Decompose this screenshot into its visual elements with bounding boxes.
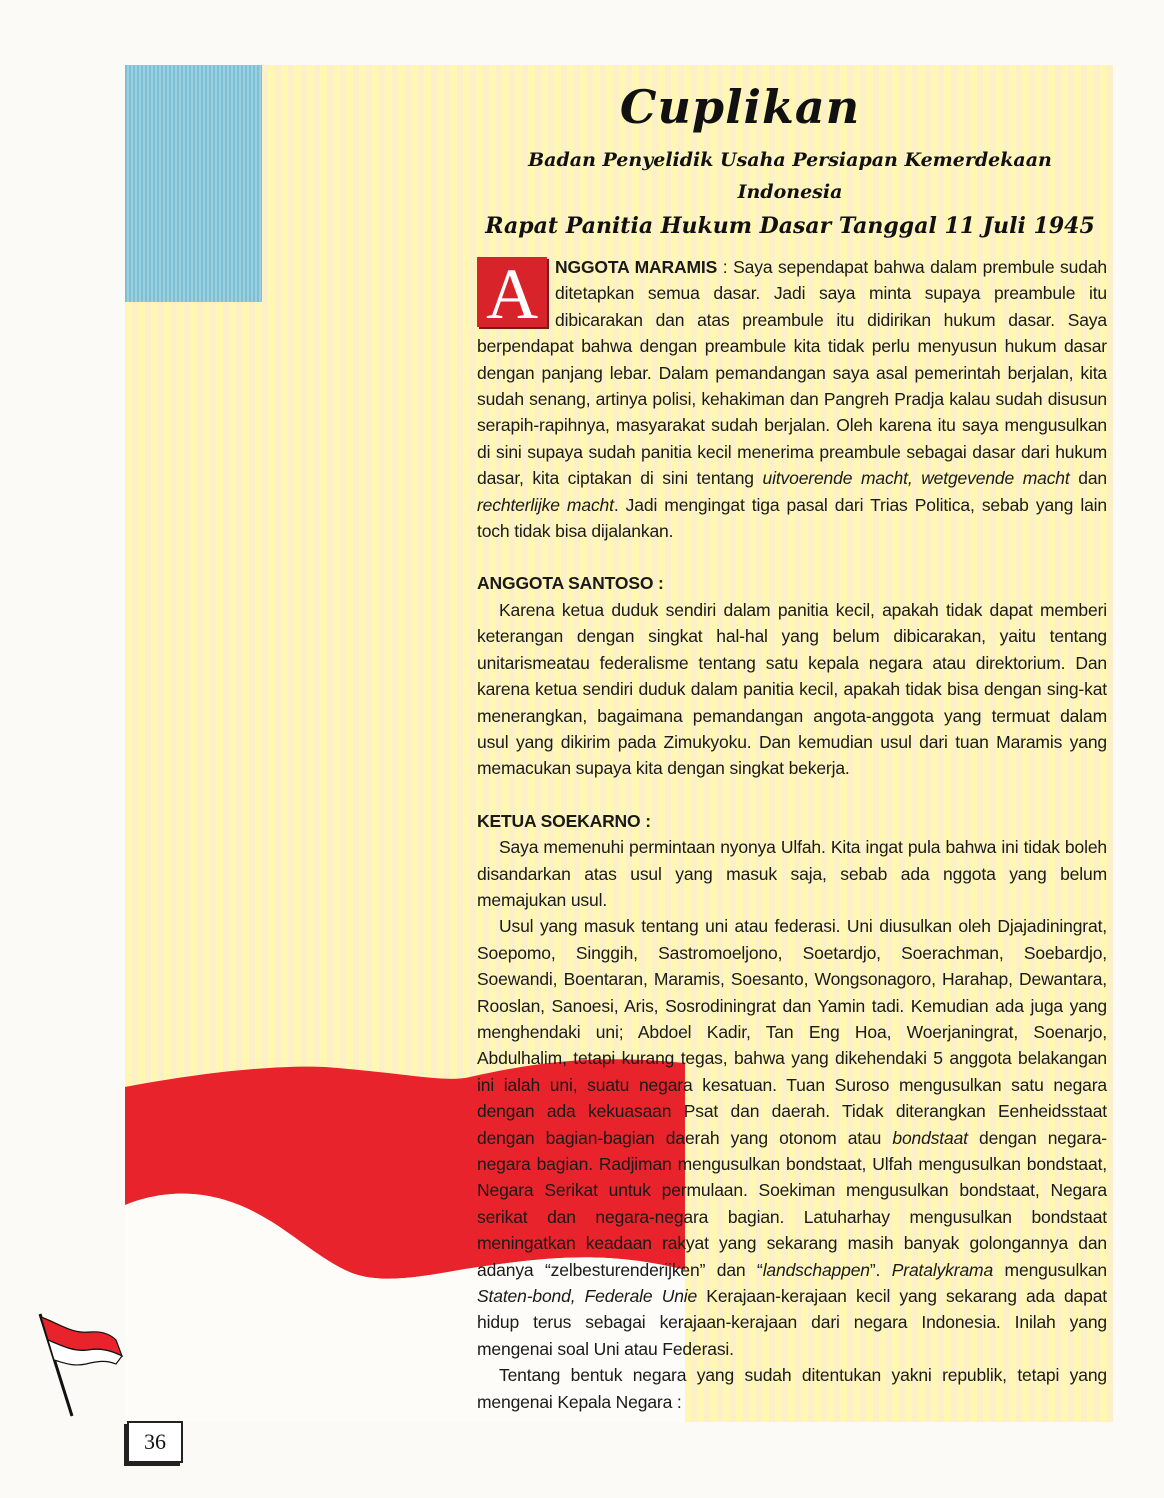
italic-term: rechterlijke macht (477, 494, 614, 515)
paragraph-text: ”. (869, 1259, 892, 1280)
paragraph-text: Usul yang masuk tentang uni atau federasi. Uni diusulkan oleh Djajadiningrat, Soepomo, Singgih, Sastromoeljono, Soetardjo, Soerachman, Soebardjo, Soewandi, Boentaran, Maramis, Soesanto, Wongsonagoro, Harahap, Dewantara, Rooslan, Sanoesi, Aris, Sosrodiningrat dan Yamin tadi. Kemudian ada juga yang menghendaki uni; Abdoel Kadir, Tan Eng Hoa, Woerjaningrat, Soenarjo, Abdulhalim, tetapi kurang tegas, bahwa yang dikehendaki 5 anggota belakangan ini ialah uni, suatu negara kesatuan. Tuan Suroso mengusulkan satu negara dengan ada kekuasaan Psat dan daerah. Tidak diterangkan Eenheidsstaat dengan bagian-bagian daerah yang otonom atau (477, 916, 1107, 1148)
italic-term: landschappen (762, 1259, 870, 1280)
paragraph-text: : Saya sependapat bahwa dalam prembule sudah ditetapkan semua dasar. Jadi saya minta supaya preambule itu dibicarakan dan atas preambule itu didirikan hukum dasar. Saya berpendapat bahwa dengan preambule kita tidak perlu menyusun hukum dasar dengan panjang lebar. Dalam pemandangan saya asal pemerintah berjalan, kita sudah senang, artinya polisi, kehakiman dan Pangreh Pradja kalau sudah disusun serapih-rapihnya, masyarakat sudah berjalan. Oleh karena itu saya mengusulkan di sini supaya sudah panitia kecil menerima preambule sebagai dasar dari hukum dasar, kita ciptakan di sini tentang (477, 257, 1107, 489)
indonesian-flag-icon (32, 1312, 124, 1422)
paragraph-text: dengan negara-negara bagian. Radjiman mengusulkan bondstaat, Ulfah mengusulkan bondstaat, Negara Serikat untuk permulaan. Soekiman mengusulkan bondstaat, Negara serikat dan negara-negara bagian. Latuharhay mengusulkan bondstaat meningatkan keadaan rakyat yang sekarang masih banyak golongannya dan adanya “zelbesturenderijken” dan “ (477, 1127, 1107, 1280)
speaker-heading: KETUA SOEKARNO : (477, 810, 651, 831)
paragraph-text: mengusulkan (993, 1259, 1107, 1280)
paragraph-soekarno-3: Tentang bentuk negara yang sudah ditentukan yakni republik, tetapi yang mengenai Kepala Negara : (477, 1365, 1107, 1412)
paragraph-soekarno-2 (477, 913, 1107, 1362)
paragraph-santoso: Karena ketua duduk sendiri dalam panitia kecil, apakah tidak dapat memberi keterangan dengan singkat hal-hal yang belum dibicarakan, yaitu tentang unitarismeatau federalisme tentang satu kepala negara atau direktorium. Dan karena ketua sendiri duduk dalam panitia kecil, apakah tidak bisa dengan sing-kat menerangkan, bagaimana pemandangan angota-anggota yang termuat dalam usul yang dikirim pada Zimukyoku. Dan kemudian usul dari tuan Maramis yang memacukan supaya kita dengan singkat bekerja. (477, 599, 1107, 779)
page-title: Cuplikan (619, 80, 861, 134)
paragraph-soekarno-1: Saya memenuhi permintaan nyonya Ulfah. Kita ingat pula bahwa ini tidak boleh disandarkan atas usul yang masuk saja, sebab ada nggota yang belum memajukan usul. (477, 837, 1107, 910)
italic-term: uitvoerende macht, wetgevende macht (762, 468, 1070, 489)
paragraph-text: . Jadi mengingat tiga pasal dari Trias Politica, sebab yang lain toch tidak bisa dijalankan. (477, 494, 1107, 542)
paragraph-maramis (477, 254, 1107, 544)
speaker-name: NGGOTA MARAMIS (555, 257, 718, 277)
italic-term: Pratalykrama (891, 1259, 994, 1280)
subtitle-meeting-line: Rapat Panitia Hukum Dasar Tanggal 11 Juli 1945 (485, 213, 1095, 239)
drop-cap: A (477, 257, 547, 327)
page-subtitle (470, 144, 1110, 244)
paragraph-text: Kerajaan-kerajaan kecil yang sekarang ada dapat hidup terus sebagai kerajaan-kerajaan dari negara Indonesia. Inilah yang mengenai soal Uni atau Federasi. (477, 1286, 1107, 1359)
paragraph-text: dan (1069, 468, 1107, 489)
subtitle-line: Indonesia (737, 181, 843, 203)
subtitle-line: Badan Penyelidik Usaha Persiapan Kemerdekaan (528, 149, 1052, 171)
article-body (477, 254, 1107, 1415)
italic-term: bondstaat (892, 1127, 968, 1148)
speaker-heading: ANGGOTA SANTOSO : (477, 573, 664, 594)
italic-term: Staten-bond, Federale Unie (477, 1286, 698, 1307)
page-number: 36 (127, 1421, 183, 1463)
